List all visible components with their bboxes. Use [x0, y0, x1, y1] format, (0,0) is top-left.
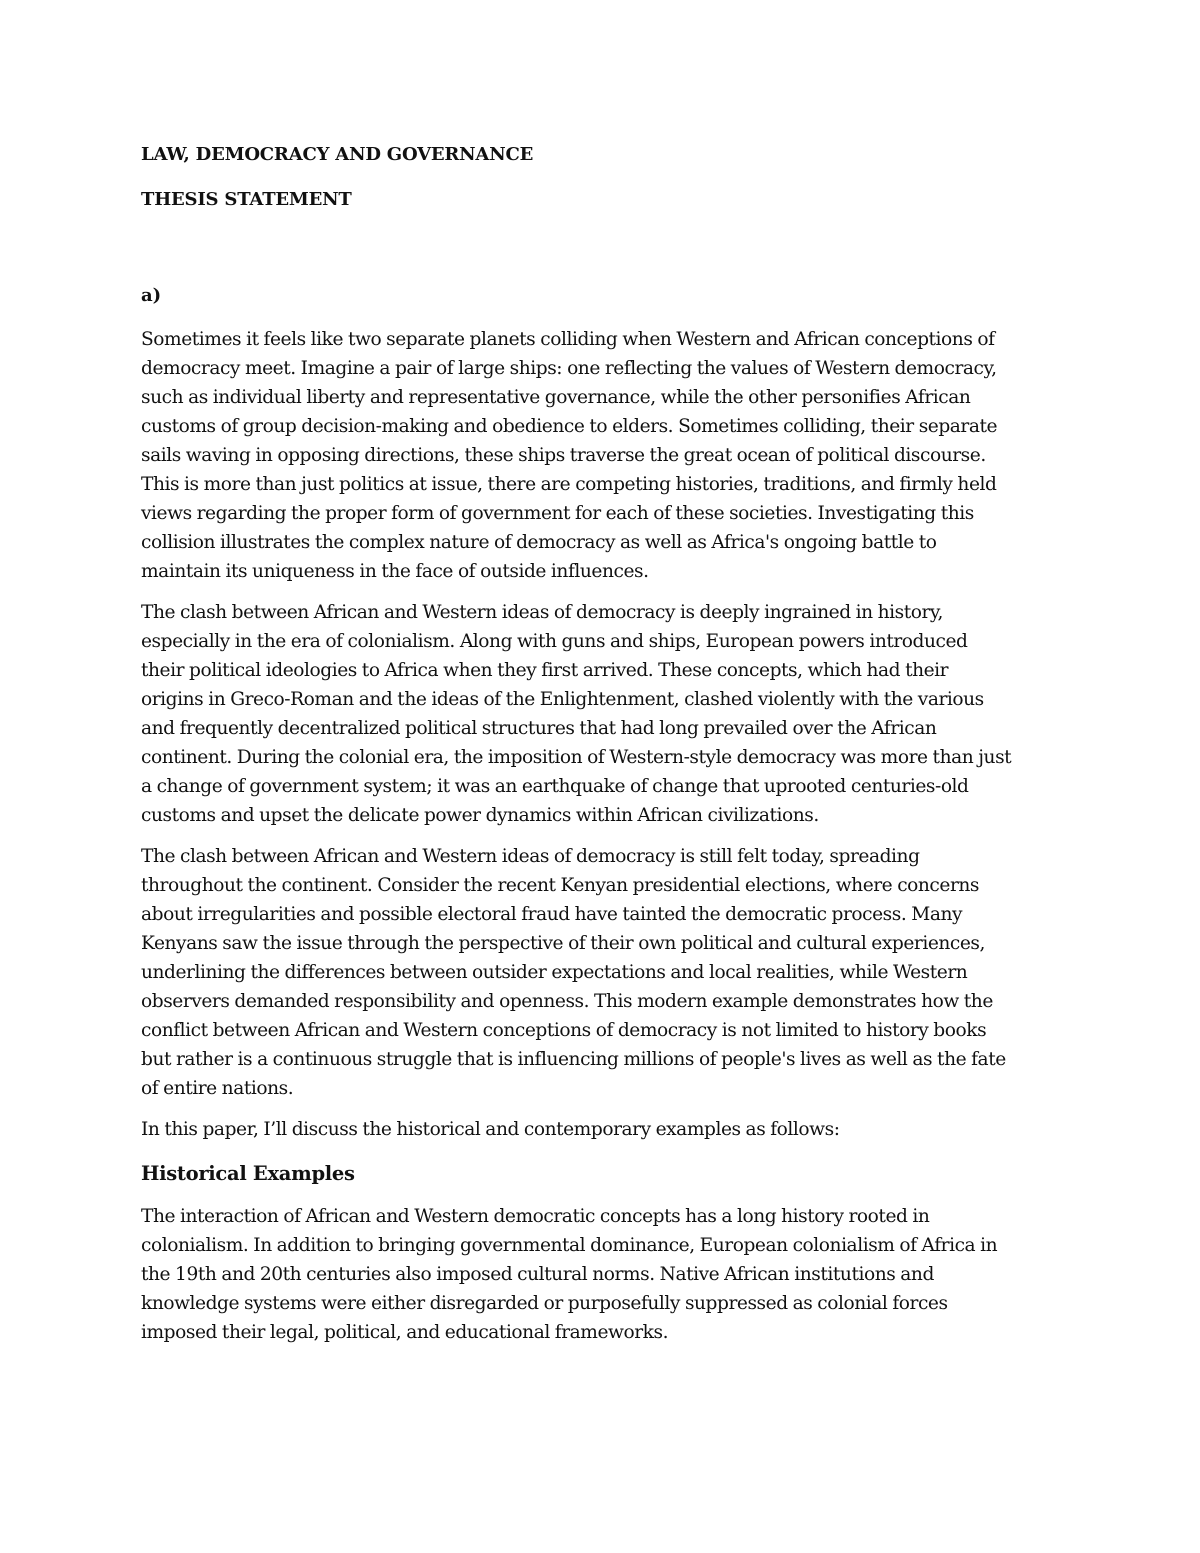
paragraph-line: a change of government system; it was an earthquake of change that uprooted centuries-old [141, 776, 969, 797]
paragraph-line: underlining the differences between outsider expectations and local realities, while Western [141, 962, 968, 983]
paragraph-line: views regarding the proper form of government for each of these societies. Investigating this [141, 503, 974, 524]
paragraph-line: origins in Greco-Roman and the ideas of the Enlightenment, clashed violently with the various [141, 689, 984, 710]
paragraph-line: but rather is a continuous struggle that is influencing millions of people's lives as well as the fate [141, 1049, 1006, 1070]
paragraph-line: customs of group decision-making and obedience to elders. Sometimes colliding, their separate [141, 416, 998, 437]
paragraph-line: collision illustrates the complex nature of democracy as well as Africa's ongoing battle to [141, 532, 937, 553]
paragraph-line: The clash between African and Western ideas of democracy is deeply ingrained in history, [141, 602, 943, 623]
paragraph-line: the 19th and 20th centuries also imposed cultural norms. Native African institutions and [141, 1264, 934, 1285]
paragraph-line: customs and upset the delicate power dynamics within African civilizations. [141, 805, 819, 826]
paragraph-4 [141, 1115, 1066, 1144]
paragraph-1 [141, 325, 1066, 586]
paragraph-line: and frequently decentralized political structures that had long prevailed over the African [141, 718, 937, 739]
document-subtitle: THESIS STATEMENT [141, 189, 352, 210]
section-marker: a) [141, 285, 162, 306]
paragraph-line: The clash between African and Western ideas of democracy is still felt today, spreading [141, 846, 920, 867]
paragraph-line: knowledge systems were either disregarded or purposefully suppressed as colonial forces [141, 1293, 948, 1314]
paragraph-line: imposed their legal, political, and educational frameworks. [141, 1322, 669, 1343]
paragraph-line: their political ideologies to Africa when they first arrived. These concepts, which had their [141, 660, 949, 681]
paragraph-line: especially in the era of colonialism. Along with guns and ships, European powers introduced [141, 631, 968, 652]
paragraph-line: such as individual liberty and representative governance, while the other personifies African [141, 387, 971, 408]
paragraph-line: democracy meet. Imagine a pair of large ships: one reflecting the values of Western democracy, [141, 358, 997, 379]
paragraph-line: observers demanded responsibility and openness. This modern example demonstrates how the [141, 991, 993, 1012]
paragraph-line: sails waving in opposing directions, these ships traverse the great ocean of political discourse. [141, 445, 986, 466]
paragraph-line: of entire nations. [141, 1078, 294, 1099]
paragraph-line: maintain its uniqueness in the face of outside influences. [141, 561, 649, 582]
paragraph-line: about irregularities and possible electoral fraud have tainted the democratic process. Many [141, 904, 963, 925]
paragraph-line: In this paper, I’ll discuss the historical and contemporary examples as follows: [141, 1119, 840, 1140]
paragraph-line: Kenyans saw the issue through the perspective of their own political and cultural experiences, [141, 933, 985, 954]
paragraph-line: continent. During the colonial era, the imposition of Western-style democracy was more than just [141, 747, 1012, 768]
document-body [141, 143, 1066, 1359]
paragraph-2 [141, 598, 1066, 830]
paragraph-3 [141, 842, 1066, 1103]
paragraph-5 [141, 1202, 1066, 1347]
paragraph-line: conflict between African and Western conceptions of democracy is not limited to history books [141, 1020, 987, 1041]
paragraph-line: The interaction of African and Western democratic concepts has a long history rooted in [141, 1206, 930, 1227]
paragraph-line: Sometimes it feels like two separate planets colliding when Western and African conceptions of [141, 329, 995, 350]
document-title: LAW, DEMOCRACY AND GOVERNANCE [141, 144, 534, 165]
paragraph-line: colonialism. In addition to bringing governmental dominance, European colonialism of Africa in [141, 1235, 998, 1256]
paragraph-line: This is more than just politics at issue, there are competing histories, traditions, and firmly held [141, 474, 997, 495]
section-heading: Historical Examples [141, 1162, 355, 1185]
paragraph-line: throughout the continent. Consider the recent Kenyan presidential elections, where concerns [141, 875, 980, 896]
